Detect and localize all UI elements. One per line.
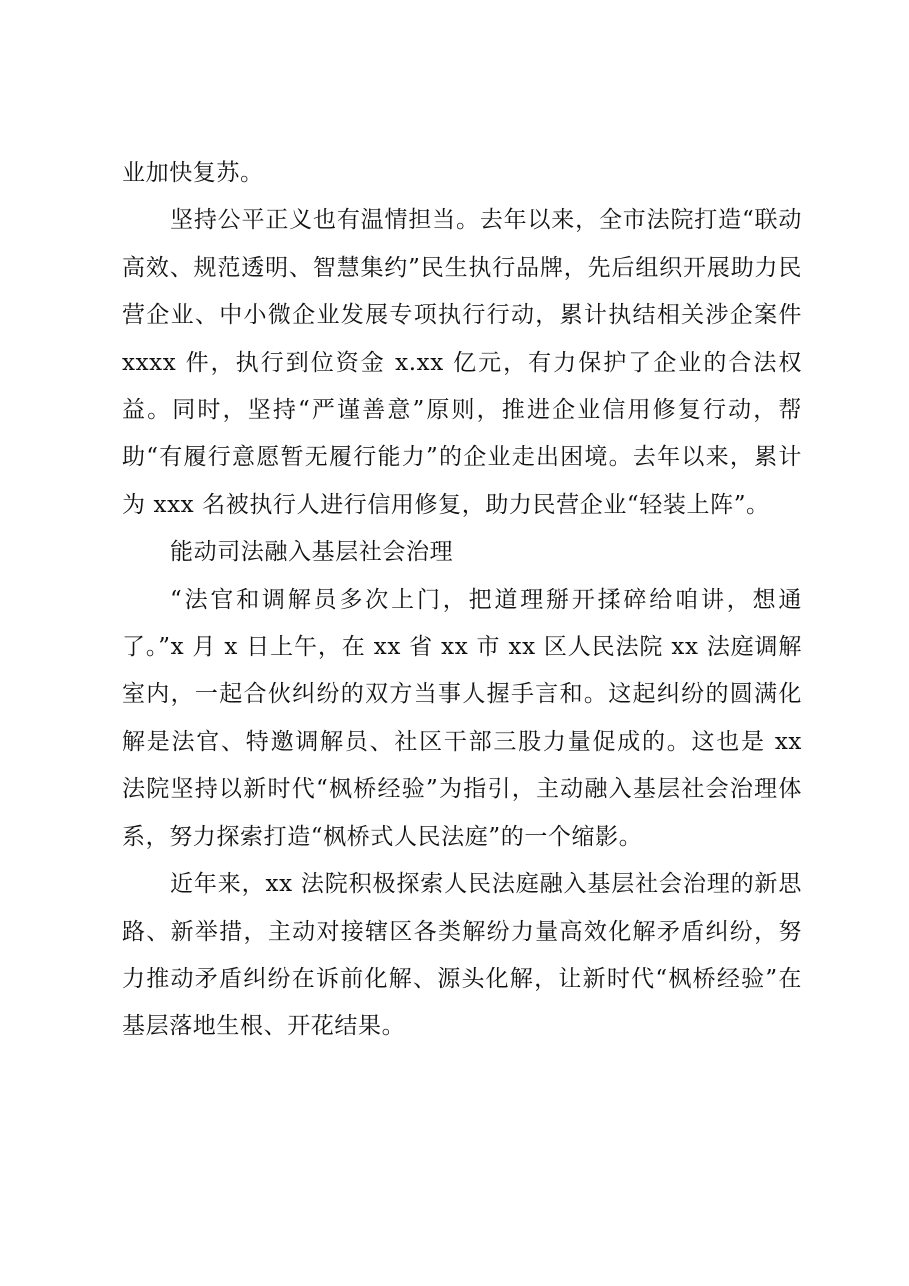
paragraph-continuation: 业加快复苏。 (122, 160, 264, 186)
paragraph-court-exploration: 近年来，xx 法院积极探索人民法庭融入基层社会治理的新思路、新举措，主动对接辖区各类解纷力量高效化解矛盾纠纷，努力推动矛盾纠纷在诉前化解、源头化解，让新时代“枫桥经验”在基层落地生根、开花结果。 (122, 871, 802, 1040)
section-heading-grassroots-governance: 能动司法融入基层社会治理 (170, 539, 454, 566)
document-body (122, 150, 802, 1051)
paragraph-fairness-justice: 坚持公平正义也有温情担当。去年以来，全市法院打造“联动高效、规范透明、智慧集约”民生执行品牌，先后组织开展助力民营企业、中小微企业发展专项执行行动，累计执结相关涉企案件 xxxx 件，执行到位资金 x.xx 亿元，有力保护了企业的合法权益。同时，坚持“严谨善意”原则，推进企业信用修复行动，帮助“有履行意愿暂无履行能力”的企业走出困境。去年以来，累计为 xxx 名被执行人进行信用修复，助力民营企业“轻装上阵”。 (122, 207, 802, 518)
paragraph-mediation-case: “法官和调解员多次上门，把道理掰开揉碎给咱讲，想通了。”x 月 x 日上午，在 xx 省 xx 市 xx 区人民法院 xx 法庭调解室内，一起合伙纠纷的双方当事人握手言和。这起纠纷的圆满化解是法官、特邀调解员、社区干部三股力量促成的。这也是 xx 法院坚持以新时代“枫桥经验”为指引，主动融入基层社会治理体系，努力探索打造“枫桥式人民法庭”的一个缩影。 (122, 586, 802, 850)
